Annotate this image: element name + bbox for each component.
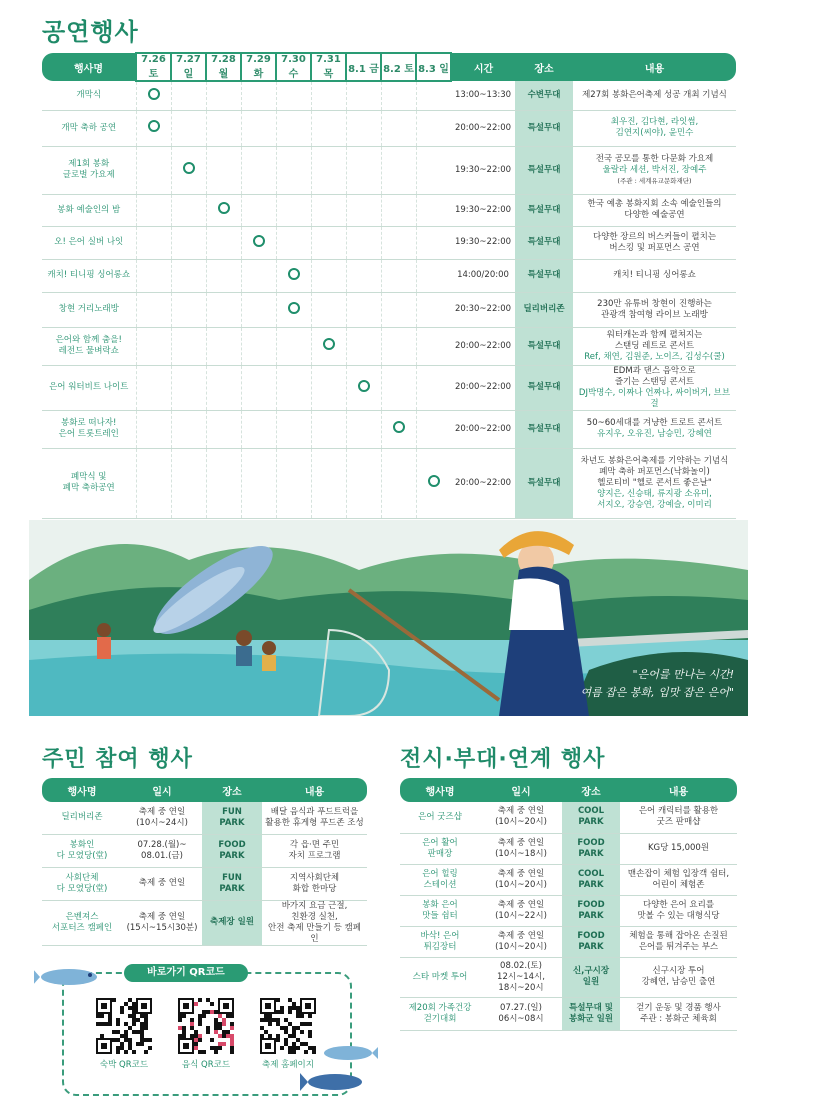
header-content: 내용 [262, 778, 367, 802]
desc-text: 제27회 봉화은어축제 성공 개최 기념식 [582, 89, 727, 100]
header-date: 7.28 월 [206, 53, 241, 81]
day-cell [241, 146, 276, 194]
cell-place: FOOD PARK [202, 834, 262, 867]
day-cell [416, 81, 451, 110]
table-row [42, 194, 736, 226]
cell-desc: 각 읍·면 주민 자치 프로그램 [262, 834, 367, 867]
event-name: 오! 은어 실버 나잇 [42, 226, 136, 259]
day-cell [171, 146, 206, 194]
day-cell [381, 327, 416, 365]
day-cell [206, 365, 241, 410]
day-cell [311, 365, 346, 410]
day-cell [346, 365, 381, 410]
day-cell [381, 365, 416, 410]
day-cell [136, 110, 171, 146]
cell-place: 신,구시장 일원 [562, 957, 620, 997]
cell-name: 은어 굿즈샵 [400, 802, 480, 833]
event-desc [573, 448, 736, 518]
header-name: 행사명 [400, 778, 480, 802]
cell-desc: 지역사회단체 화합 한마당 [262, 867, 367, 900]
day-cell [136, 259, 171, 292]
circle-icon [323, 338, 335, 350]
day-cell [241, 448, 276, 518]
day-cell [206, 448, 241, 518]
event-name: 캐치! 티니핑 싱어롱쇼 [42, 259, 136, 292]
table-row [42, 802, 367, 834]
event-name: 은어와 함께 춤을! 레전드 물벼락쇼 [42, 327, 136, 365]
event-desc [573, 259, 736, 292]
desc-text: 50~60세대를 겨냥한 트로트 콘서트 [586, 418, 723, 428]
day-cell [276, 327, 311, 365]
event-name: 폐막식 및 폐막 축하공연 [42, 448, 136, 518]
events-table [42, 52, 736, 519]
event-place: 특설무대 [515, 365, 573, 410]
day-cell [276, 365, 311, 410]
day-cell [346, 110, 381, 146]
header-date: 8.3 일 [416, 53, 451, 81]
qr-caption: 음식 QR코드 [181, 1060, 231, 1070]
table-row [400, 895, 737, 926]
day-cell [381, 81, 416, 110]
event-place: 수변무대 [515, 81, 573, 110]
table-row [42, 292, 736, 327]
day-cell [416, 448, 451, 518]
table-row [42, 900, 367, 945]
day-cell [136, 448, 171, 518]
event-time: 19:30~22:00 [451, 194, 515, 226]
day-cell [136, 146, 171, 194]
header-name: 행사명 [42, 53, 136, 81]
exhibit-title: 전시·부대·연계 행사 [400, 747, 606, 772]
cell-date: 07.27.(일) 06시~08시 [480, 997, 562, 1030]
day-cell [276, 292, 311, 327]
cell-date: 축제 중 연일 (10시~18시) [480, 833, 562, 864]
day-cell [136, 327, 171, 365]
event-time: 20:00~22:00 [451, 327, 515, 365]
circle-icon [218, 202, 230, 214]
cell-name: 사회단체 다 모였당(堂) [42, 867, 122, 900]
cell-date: 축제 중 연일 (10시~20시) [480, 864, 562, 895]
table-row [400, 802, 737, 833]
day-cell [136, 81, 171, 110]
circle-icon [183, 162, 195, 174]
day-cell [381, 110, 416, 146]
day-cell [346, 259, 381, 292]
event-desc [573, 327, 736, 365]
day-cell [311, 327, 346, 365]
table-row [42, 410, 736, 448]
cell-date: 07.28.(월)~ 08.01.(금) [122, 834, 202, 867]
festival-illustration [29, 520, 748, 716]
event-place: 특설무대 [515, 146, 573, 194]
cell-name: 봉화 은어 맛들 쉼터 [400, 895, 480, 926]
day-cell [346, 448, 381, 518]
table-row [400, 926, 737, 957]
cell-date: 축제 중 연일 (15시~15시30분) [122, 900, 202, 945]
events-title: 공연행사 [42, 18, 139, 46]
day-cell [381, 146, 416, 194]
event-desc [573, 226, 736, 259]
day-cell [276, 194, 311, 226]
cell-desc: 맨손잡이 체험 입장객 쉼터, 어린이 체험존 [620, 864, 737, 895]
header-date: 8.1 금 [346, 53, 381, 81]
day-cell [206, 110, 241, 146]
day-cell [241, 292, 276, 327]
event-name: 개막식 [42, 81, 136, 110]
cell-desc: 은어 캐릭터를 활용한 굿즈 판매샵 [620, 802, 737, 833]
cell-date: 08.02.(토) 12시~14시, 18시~20시 [480, 957, 562, 997]
cell-name: 은벤져스 서포터즈 캠페인 [42, 900, 122, 945]
desc-text: 차년도 봉화은어축제를 기약하는 기념식 폐막 축하 퍼포먼스(낙화놀이) 헬로티비 "헬로 콘서트 좋은날" [580, 455, 729, 488]
event-place: 딜리버리존 [515, 292, 573, 327]
circle-icon [288, 302, 300, 314]
day-cell [346, 327, 381, 365]
desc-text: 캐치! 티니핑 싱어롱쇼 [613, 270, 696, 280]
day-cell [416, 259, 451, 292]
day-cell [346, 81, 381, 110]
table-row [42, 365, 736, 410]
day-cell [311, 226, 346, 259]
day-cell [206, 410, 241, 448]
event-place: 특설무대 [515, 259, 573, 292]
day-cell [206, 81, 241, 110]
day-cell [206, 259, 241, 292]
day-cell [136, 292, 171, 327]
day-cell [276, 448, 311, 518]
day-cell [311, 292, 346, 327]
day-cell [311, 110, 346, 146]
event-desc [573, 110, 736, 146]
cell-place: 축제장 일원 [202, 900, 262, 945]
event-name: 봉화로 떠나자! 은어 트롯트레인 [42, 410, 136, 448]
cell-desc: 배달 음식과 푸드트럭을 활용한 휴게형 푸드존 조성 [262, 802, 367, 834]
exhibit-table [400, 778, 737, 1031]
header-date: 일시 [122, 778, 202, 802]
table-row [42, 81, 736, 110]
day-cell [171, 81, 206, 110]
event-time: 20:00~22:00 [451, 448, 515, 518]
cell-name: 은어 힐링 스테이션 [400, 864, 480, 895]
cell-desc: 신구시장 투어 강혜연, 남승민 출연 [620, 957, 737, 997]
event-desc [573, 365, 736, 410]
qr-label: 바로가기 QR코드 [124, 964, 248, 982]
event-time: 20:00~22:00 [451, 365, 515, 410]
desc-text: 워터캐논과 함께 펼쳐지는 스탠딩 레트로 콘서트 [606, 329, 703, 351]
event-desc [573, 194, 736, 226]
event-time: 19:30~22:00 [451, 226, 515, 259]
day-cell [311, 81, 346, 110]
header-content: 내용 [620, 778, 737, 802]
day-cell [241, 365, 276, 410]
cell-name: 봉화인 다 모였당(堂) [42, 834, 122, 867]
desc-performers: 최우진, 김다현, 라잇썸, 김연지(씨야), 윤민수 [610, 117, 699, 138]
cell-date: 축제 중 연일 (10시~24시) [122, 802, 202, 834]
day-cell [311, 146, 346, 194]
cell-desc: 다양한 은어 요리를 맛볼 수 있는 대형식당 [620, 895, 737, 926]
desc-performers: Ref, 채연, 김원준, 노이즈, 김성수(쿨) [584, 351, 725, 362]
day-cell [381, 410, 416, 448]
table-row [400, 833, 737, 864]
event-place: 특설무대 [515, 194, 573, 226]
desc-text: 230만 유튜버 창현이 진행하는 관광객 참여형 라이브 노래방 [597, 298, 712, 320]
table-row [42, 110, 736, 146]
header-date: 일시 [480, 778, 562, 802]
day-cell [381, 226, 416, 259]
header-content: 내용 [573, 53, 736, 81]
day-cell [171, 292, 206, 327]
event-name: 창현 거리노래방 [42, 292, 136, 327]
header-place: 장소 [515, 53, 573, 81]
day-cell [381, 194, 416, 226]
day-cell [276, 259, 311, 292]
event-name: 봉화 예술인의 밤 [42, 194, 136, 226]
header-date: 7.29 화 [241, 53, 276, 81]
resident-table [42, 778, 367, 946]
circle-icon [253, 235, 265, 247]
table-row [42, 146, 736, 194]
qr-caption: 축제 홈페이지 [262, 1060, 314, 1070]
day-cell [241, 194, 276, 226]
event-desc [573, 410, 736, 448]
day-cell [171, 410, 206, 448]
day-cell [311, 259, 346, 292]
table-row [42, 327, 736, 365]
event-time: 14:00/20:00 [451, 259, 515, 292]
day-cell [206, 226, 241, 259]
event-place: 특설무대 [515, 226, 573, 259]
table-row [42, 259, 736, 292]
cell-place: FOOD PARK [562, 833, 620, 864]
event-name: 개막 축하 공연 [42, 110, 136, 146]
day-cell [416, 146, 451, 194]
day-cell [136, 365, 171, 410]
circle-icon [288, 268, 300, 280]
fish-icon-3 [300, 1068, 370, 1096]
qr-caption: 숙박 QR코드 [99, 1060, 149, 1070]
event-desc [573, 81, 736, 110]
day-cell [416, 194, 451, 226]
cell-desc: KG당 15,000원 [620, 833, 737, 864]
day-cell [171, 365, 206, 410]
resident-title: 주민 참여 행사 [42, 747, 193, 772]
day-cell [346, 226, 381, 259]
desc-text: 한국 예총 봉화지회 소속 예술인들의 다양한 예술공연 [587, 199, 722, 220]
event-time: 19:30~22:00 [451, 146, 515, 194]
cell-place: FUN PARK [202, 867, 262, 900]
day-cell [276, 226, 311, 259]
quote-line-1: "은어를 만나는 시간! [632, 668, 734, 681]
event-place: 특설무대 [515, 410, 573, 448]
circle-icon [358, 380, 370, 392]
cell-place: FOOD PARK [562, 926, 620, 957]
event-time: 20:00~22:00 [451, 410, 515, 448]
circle-icon [148, 120, 160, 132]
cell-name: 은어 활어 판매장 [400, 833, 480, 864]
day-cell [241, 410, 276, 448]
desc-performers: 양지은, 신승태, 류지광 소유미, 서지오, 강승연, 강예슬, 이미리 [597, 488, 712, 510]
day-cell [241, 110, 276, 146]
day-cell [241, 81, 276, 110]
cell-desc: 바가지 요금 근절, 친환경 실천, 안전 축제 만들기 등 캠페인 [262, 900, 367, 945]
day-cell [381, 259, 416, 292]
header-date: 8.2 토 [381, 53, 416, 81]
table-row [42, 834, 367, 867]
qr-code[interactable] [260, 998, 316, 1054]
day-cell [416, 410, 451, 448]
day-cell [346, 194, 381, 226]
day-cell [276, 146, 311, 194]
day-cell [136, 194, 171, 226]
day-cell [346, 146, 381, 194]
cell-place: COOL PARK [562, 802, 620, 833]
table-row [400, 997, 737, 1030]
fish-icon [34, 962, 104, 992]
event-name: 제1회 봉화 글로벌 가요제 [42, 146, 136, 194]
event-desc [573, 292, 736, 327]
desc-note: (주관 : 세계유교문화재단) [617, 176, 692, 185]
event-time: 13:00~13:30 [451, 81, 515, 110]
illustration-quote [580, 666, 734, 702]
quote-line-2: 여름 잡은 봉화, 입맛 잡은 은어" [580, 686, 734, 699]
day-cell [171, 226, 206, 259]
header-date: 7.30 수 [276, 53, 311, 81]
day-cell [416, 365, 451, 410]
day-cell [171, 448, 206, 518]
day-cell [346, 410, 381, 448]
day-cell [171, 327, 206, 365]
header-place: 장소 [562, 778, 620, 802]
header-date: 7.27 일 [171, 53, 206, 81]
day-cell [171, 110, 206, 146]
cell-name: 스타 마켓 투어 [400, 957, 480, 997]
event-desc [573, 146, 736, 194]
event-place: 특설무대 [515, 110, 573, 146]
day-cell [171, 259, 206, 292]
cell-place: COOL PARK [562, 864, 620, 895]
table-row [42, 448, 736, 518]
cell-name: 제20회 가족건강 걷기대회 [400, 997, 480, 1030]
day-cell [171, 194, 206, 226]
day-cell [276, 81, 311, 110]
header-date: 7.31 목 [311, 53, 346, 81]
day-cell [276, 110, 311, 146]
cell-date: 축제 중 연일 [122, 867, 202, 900]
day-cell [276, 410, 311, 448]
table-row [42, 226, 736, 259]
desc-performers: DJ박명수, 이짜나 언짜나, 싸이버거, 브브걸 [578, 387, 731, 409]
cell-date: 축제 중 연일 (10시~20시) [480, 802, 562, 833]
desc-performers: 울랄라 세션, 박서진, 장예주 [602, 164, 707, 175]
desc-text: EDM과 댄스 음악으로 즐기는 스탠딩 콘서트 [613, 365, 696, 387]
header-name: 행사명 [42, 778, 122, 802]
day-cell [241, 226, 276, 259]
circle-icon [148, 88, 160, 100]
day-cell [416, 327, 451, 365]
desc-performers: 유지우, 오유진, 남승민, 강혜연 [597, 429, 712, 439]
header-place: 장소 [202, 778, 262, 802]
day-cell [206, 327, 241, 365]
day-cell [136, 226, 171, 259]
day-cell [206, 292, 241, 327]
cell-date: 축제 중 연일 (10시~20시) [480, 926, 562, 957]
day-cell [416, 292, 451, 327]
desc-text: 전국 공모를 통한 다문화 가요제 [595, 153, 714, 164]
event-name: 은어 워터비트 나이트 [42, 365, 136, 410]
circle-icon [393, 421, 405, 433]
day-cell [311, 448, 346, 518]
table-row [400, 957, 737, 997]
event-place: 특설무대 [515, 327, 573, 365]
day-cell [136, 410, 171, 448]
cell-desc: 걷기 운동 및 경품 행사 주관 : 봉화군 체육회 [620, 997, 737, 1030]
cell-place: 특설무대 및 봉화군 일원 [562, 997, 620, 1030]
day-cell [416, 110, 451, 146]
circle-icon [428, 475, 440, 487]
table-row [400, 864, 737, 895]
cell-place: FUN PARK [202, 802, 262, 834]
qr-code[interactable] [96, 998, 152, 1054]
day-cell [206, 194, 241, 226]
event-time: 20:30~22:00 [451, 292, 515, 327]
event-time: 20:00~22:00 [451, 110, 515, 146]
cell-name: 딜리버리존 [42, 802, 122, 834]
day-cell [206, 146, 241, 194]
cell-date: 축제 중 연일 (10시~22시) [480, 895, 562, 926]
header-date: 7.26 토 [136, 53, 171, 81]
day-cell [381, 448, 416, 518]
day-cell [416, 226, 451, 259]
cell-name: 바삭! 은어 튀김장터 [400, 926, 480, 957]
day-cell [241, 327, 276, 365]
day-cell [311, 194, 346, 226]
day-cell [311, 410, 346, 448]
event-place: 특설무대 [515, 448, 573, 518]
desc-text: 다양한 장르의 버스커들이 펼치는 버스킹 및 퍼포먼스 공연 [592, 231, 717, 253]
header-time: 시간 [451, 53, 515, 81]
day-cell [241, 259, 276, 292]
qr-code[interactable] [178, 998, 234, 1054]
cell-desc: 체험을 통해 잡아온 손질된 은어를 튀겨주는 부스 [620, 926, 737, 957]
day-cell [381, 292, 416, 327]
table-row [42, 867, 367, 900]
day-cell [346, 292, 381, 327]
cell-place: FOOD PARK [562, 895, 620, 926]
